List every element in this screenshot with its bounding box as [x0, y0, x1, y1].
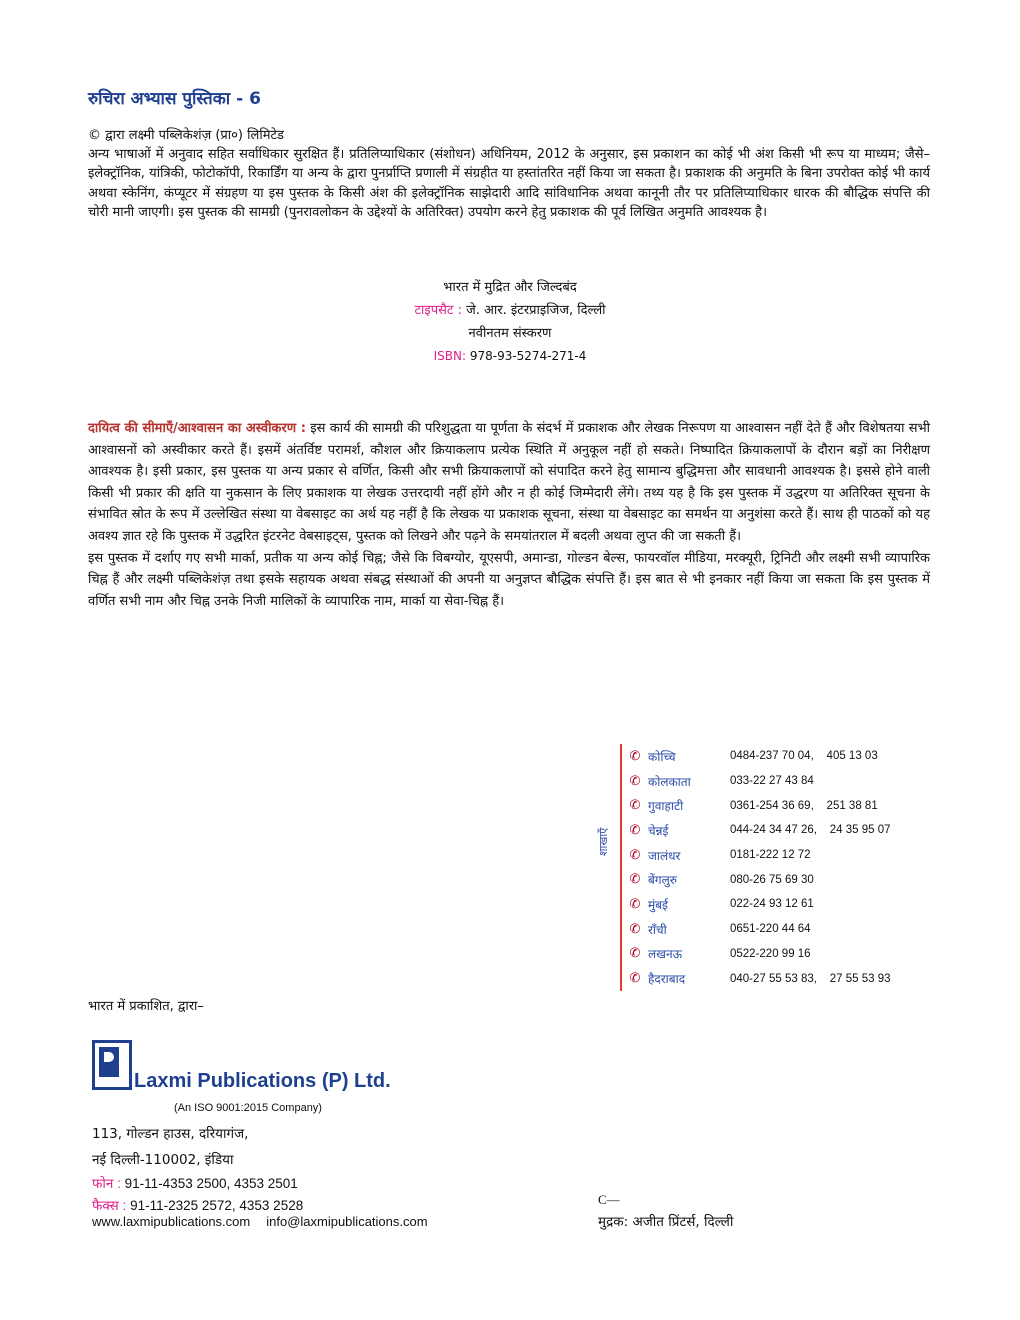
- trademark-paragraph: इस पुस्तक में दर्शाए गए सभी मार्का, प्रतीक या अन्य कोई चिह्न; जैसे कि विबग्योर, यूएसपी, अमान्डा, गोल्डन बेल्स, फायरवॉल मीडिया, मरक्यूरी, ट्रिनिटी और लक्ष्मी सभी व्यापारिक चिह्न हैं और लक्ष्मी पब्लिकेशंज़ तथा इसके सहायक अथवा संबद्ध संस्थाओं की अपनी या अनुज्ञप्त बौद्धिक संपत्ति हैं। इस बात से भी इनकार नहीं किया जा सकता कि इस पुस्तक में वर्णित सभी नाम और चिह्न उनके निजी मालिकों के व्यापारिक नाम, मार्का या सेवा-चिह्न हैं।: [88, 550, 930, 609]
- branch-city: जालंधर: [648, 848, 681, 863]
- disclaimer-heading: दायित्व की सीमाएँ/आश्वासन का अस्वीकरण :: [88, 421, 306, 436]
- branch-phone: 0484-237 70 04, 405 13 03: [730, 750, 878, 763]
- phone-icon: ✆: [629, 773, 641, 789]
- branch-phone: 040-27 55 53 83, 27 55 53 93: [730, 972, 891, 985]
- phone-icon: ✆: [629, 921, 641, 937]
- iso-line: (An ISO 9001:2015 Company): [174, 1102, 322, 1114]
- branch-row: [622, 917, 922, 942]
- published-by: भारत में प्रकाशित, द्वारा–: [88, 999, 204, 1014]
- branch-row: [622, 769, 922, 794]
- branch-phone: 0181-222 12 72: [730, 849, 811, 862]
- phone-icon: ✆: [629, 847, 641, 863]
- branch-phone: 0361-254 36 69, 251 38 81: [730, 799, 878, 812]
- branch-row: [622, 892, 922, 917]
- website-link[interactable]: www.laxmipublications.com: [92, 1214, 251, 1229]
- branch-phone: 0651-220 44 64: [730, 923, 811, 936]
- branch-city: राँची: [648, 922, 667, 937]
- branch-row: [622, 966, 922, 991]
- branch-phone: 033-22 27 43 84: [730, 775, 814, 788]
- phone-icon: ✆: [629, 822, 641, 838]
- printer-line: मुद्रक: अजीत प्रिंटर्स, दिल्ली: [598, 1214, 734, 1230]
- branch-phone: 080-26 75 69 30: [730, 873, 814, 886]
- disclaimer-text: इस कार्य की सामग्री की परिशुद्धता या पूर्णता के संदर्भ में प्रकाशक और लेखक निरूपण या आश्वासन नहीं देते हैं और विशेषतया सभी आश्वासनों को अस्वीकार करते हैं। इसमें अंतर्विष्ट परामर्श, कौशल और क्रियाकलाप प्रत्येक स्थिति में अनुकूल नहीं हो सकते। निष्पादित क्रियाकलापों के दौरान बड़ों का निरीक्षण आवश्यक है। इसी प्रकार, इस पुस्तक या अन्य प्रकार से वर्णित, किसी और सभी क्रियाकलापों को संपादित करने हेतु सामान्य बुद्धिमत्ता और सावधानी आवश्यक है। इससे होने वाली किसी भी प्रकार की क्षति या नुकसान के लिए प्रकाशक या लेखक उत्तरदायी नहीं होंगे और न ही कोई जिम्मेदारी लेंगे। तथ्य यह है कि इस पुस्तक में उद्धरण या अतिरिक्त सूचना के संभावित स्रोत के रूप में उल्लेखित संस्था या वेबसाइट का अर्थ यह नहीं है कि लेखक या प्रकाशक सूचना, संस्था या वेबसाइट का समर्थन या अनुशंसा करते हैं। साथ ही पाठकों को यह अवश्य ज्ञात रहे कि पुस्तक में उद्धरित इंटरनेट वेबसाइट्स, पुस्तक को लिखने और पढ़ने के समयांतराल में बदली अथवा लुप्त की जा सकती हैं।: [88, 421, 930, 544]
- branch-city: गुवाहाटी: [648, 799, 684, 814]
- book-title: रुचिरा अभ्यास पुस्तिका - 6: [88, 89, 261, 109]
- edition-line: नवीनतम संस्करण: [468, 326, 552, 341]
- email-link[interactable]: info@laxmipublications.com: [266, 1214, 428, 1229]
- branch-city: कोलकाता: [648, 774, 691, 789]
- fax-label: फैक्स :: [92, 1198, 127, 1213]
- publisher-phone: [92, 1174, 298, 1192]
- phone-icon: ✆: [629, 946, 641, 962]
- branch-row: [622, 818, 922, 843]
- branch-row: [622, 867, 922, 892]
- phone-label: फोन :: [92, 1176, 121, 1191]
- branch-row: [622, 744, 922, 769]
- copyright-text: अन्य भाषाओं में अनुवाद सहित सर्वाधिकार सुरक्षित हैं। प्रतिलिप्याधिकार (संशोधन) अधिनियम, 2012 के अनुसार, इस प्रकाशन का कोई भी अंश किसी भी रूप या माध्यम; जैसे–इलेक्ट्रॉनिक, यांत्रिकी, फोटोकॉपी, रिकार्डिंग या अन्य के द्वारा पुनर्प्राप्ति प्रणाली में संग्रहीत या हस्तांतरित नहीं किया जा सकता है। प्रकाशक की अनुमति के बिना उपरोक्त कोई भी कार्य अथवा स्केनिंग, कंप्यूटर में संग्रहण या इस पुस्तक के किसी अंश की इलेक्ट्रॉनिक साझेदारी आदि सांविधानिक अथवा कानूनी तौर पर प्रतिलिप्याधिकार धारक की बौद्धिक संपत्ति की चोरी मानी जाएगी। इस पुस्तक की सामग्री (पुनरावलोकन के उद्देश्यों के अतिरिक्त) उपयोग करने हेतु प्रकाशक की पूर्व लिखित अनुमति आवश्यक है।: [88, 147, 930, 220]
- fax-value: 91-11-2325 2572, 4353 2528: [126, 1198, 304, 1213]
- phone-icon: ✆: [629, 748, 641, 764]
- branch-city: बेंगलुरु: [648, 873, 677, 888]
- web-line: [92, 1214, 428, 1229]
- phone-value: 91-11-4353 2500, 4353 2501: [120, 1176, 298, 1191]
- imprint-block: [300, 276, 720, 368]
- publisher-fax: [92, 1196, 303, 1214]
- branch-list: [620, 744, 922, 991]
- branch-city: हैदराबाद: [648, 972, 686, 987]
- print-code: C—: [598, 1192, 620, 1207]
- branch-phone: 044-24 34 47 26, 24 35 95 07: [730, 824, 891, 837]
- branches-label: शाखाएँ: [597, 827, 610, 856]
- branch-city: कोच्चि: [648, 749, 676, 764]
- branch-row: [622, 793, 922, 818]
- printed-bound-line: भारत में मुद्रित और जिल्दबंद: [443, 280, 577, 295]
- address-line-2: नई दिल्ली-110002, इंडिया: [92, 1152, 234, 1168]
- branch-phone: 0522-220 99 16: [730, 947, 811, 960]
- branch-city: चेन्नई: [648, 823, 669, 838]
- copyright-line: © द्वारा लक्ष्मी पब्लिकेशंज़ (प्रा०) लिमिटेड: [88, 128, 284, 143]
- branch-row: [622, 843, 922, 868]
- phone-icon: ✆: [629, 971, 641, 987]
- phone-icon: ✆: [629, 872, 641, 888]
- isbn-line: [300, 345, 720, 368]
- typeset-value: जे. आर. इंटरप्राइजिज, दिल्ली: [466, 303, 606, 318]
- branch-city: मुंबई: [648, 897, 668, 912]
- branch-city: लखनऊ: [648, 947, 683, 962]
- isbn-value: 978-93-5274-271-4: [469, 349, 587, 363]
- phone-icon: ✆: [629, 896, 641, 912]
- laxmi-logo-icon: [92, 1040, 132, 1090]
- company-name: Laxmi Publications (P) Ltd.: [134, 1070, 391, 1092]
- copyright-block: [88, 126, 930, 222]
- typeset-line: [300, 299, 720, 322]
- disclaimer-block: [88, 418, 930, 612]
- disclaimer-paragraph: [88, 418, 930, 548]
- typeset-label: टाइपसैट :: [414, 303, 462, 318]
- branch-row: [622, 942, 922, 967]
- isbn-label: ISBN:: [433, 349, 466, 363]
- phone-icon: ✆: [629, 798, 641, 814]
- branch-phone: 022-24 93 12 61: [730, 898, 814, 911]
- address-line-1: 113, गोल्डन हाउस, दरियागंज,: [92, 1126, 249, 1142]
